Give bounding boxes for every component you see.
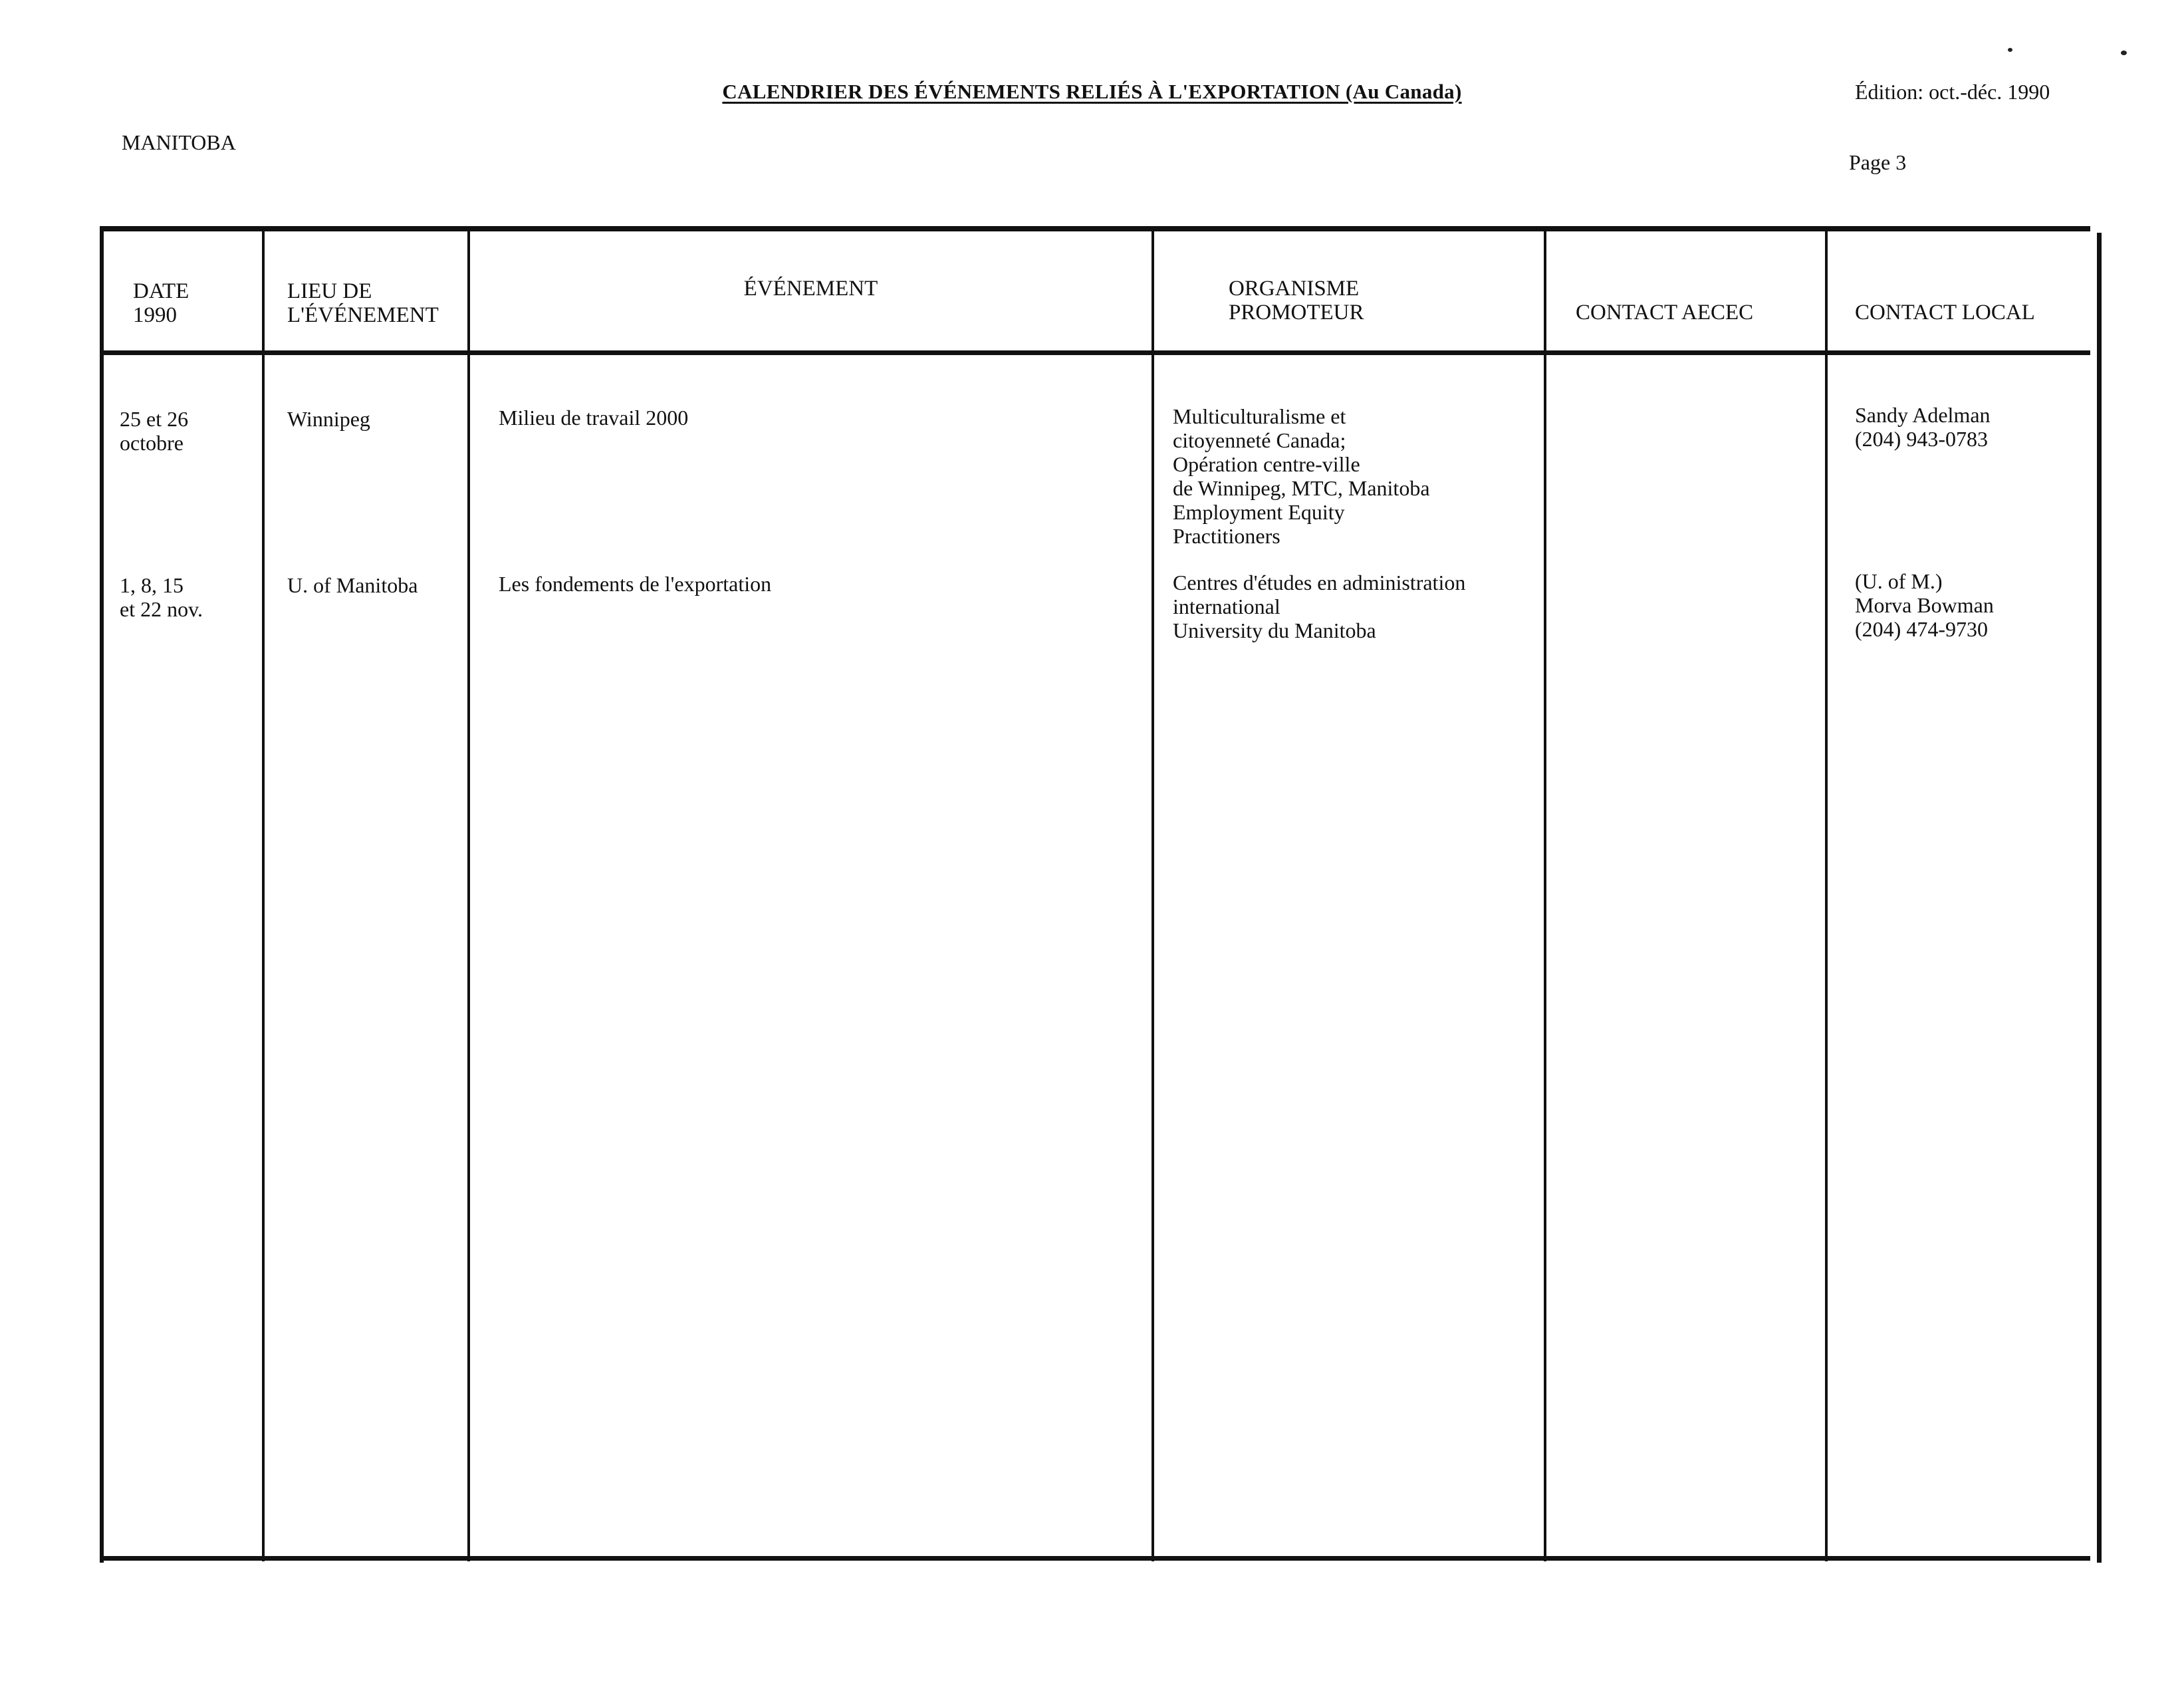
table-row-1-organisme: Multiculturalisme et citoyenneté Canada; Opération centre-ville de Winnipeg, MTC, Manitoba Employment Equity Practitioners (1173, 404, 1430, 548)
column-divider (1544, 231, 1546, 1561)
header-lieu: LIEU DE L'ÉVÉNEMENT (287, 279, 439, 327)
table-row-1-date: 25 et 26 octobre (120, 407, 189, 455)
column-divider (1825, 231, 1828, 1561)
table-row-1-contact-local: Sandy Adelman (204) 943-0783 (1855, 403, 1991, 451)
events-table (100, 226, 2090, 1563)
province-label: MANITOBA (122, 130, 236, 154)
edition-label: Édition: oct.-déc. 1990 (1855, 80, 2050, 104)
table-left-border (100, 226, 104, 1563)
table-row-2-evenement: Les fondements de l'exportation (499, 572, 772, 596)
table-row-2-date: 1, 8, 15 et 22 nov. (120, 573, 203, 621)
table-row-2-organisme: Centres d'études en administration international University du Manitoba (1173, 571, 1466, 642)
page-number: Page 3 (1849, 150, 1907, 174)
scan-speck (2121, 51, 2127, 55)
header-date: DATE 1990 (133, 279, 189, 327)
column-divider (262, 231, 265, 1561)
scan-speck (2008, 48, 2012, 52)
table-row-1-lieu: Winnipeg (287, 407, 370, 431)
table-row-2-lieu: U. of Manitoba (287, 573, 418, 597)
page-title: CALENDRIER DES ÉVÉNEMENTS RELIÉS À L'EXPORTATION (Au Canada) (722, 80, 1462, 103)
header-contact-local: CONTACT LOCAL (1855, 301, 2035, 325)
table-bottom-rule (100, 1556, 2090, 1561)
table-row-1-evenement: Milieu de travail 2000 (499, 406, 689, 430)
header-organisme: ORGANISME PROMOTEUR (1229, 277, 1364, 325)
table-row-2-contact-local: (U. of M.) Morva Bowman (204) 474-9730 (1855, 569, 1994, 641)
header-bottom-rule (100, 350, 2090, 355)
table-right-border (2097, 233, 2102, 1563)
header-contact-aecec: CONTACT AECEC (1576, 301, 1754, 325)
column-divider (467, 231, 470, 1561)
table-top-rule (100, 226, 2090, 231)
header-evenement: ÉVÉNEMENT (743, 277, 878, 301)
column-divider (1152, 231, 1154, 1561)
